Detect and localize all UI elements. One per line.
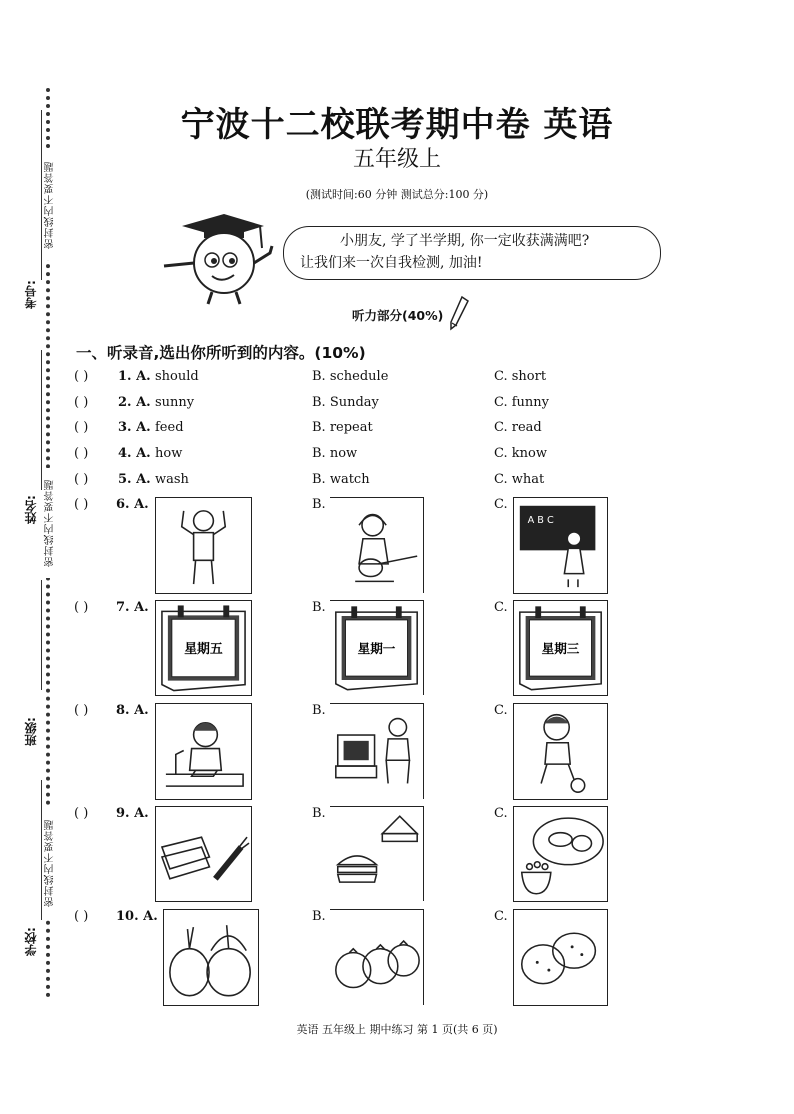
option-b-label: B.	[312, 600, 326, 615]
bubble-line-2: 让我们来一次自我检测, 加油!	[300, 255, 483, 271]
question-number: 6. A.	[116, 497, 149, 512]
option-c-label: C.	[494, 600, 508, 615]
bubble-line-1: 小朋友, 学了半学期, 你一定收获满满吧?	[340, 233, 590, 249]
option-b: B. repeat	[312, 420, 373, 435]
pencil-icon	[448, 295, 470, 331]
burger-sandwich-icon[interactable]	[330, 806, 424, 901]
boy-flexing-icon[interactable]	[155, 497, 252, 594]
listening-part-label: 听力部分(40%)	[352, 308, 444, 323]
option-a: feed	[155, 420, 184, 435]
question-number: 1. A.	[118, 369, 151, 384]
graduate-ball-mascot-icon	[152, 208, 282, 308]
answer-blank[interactable]: ( )	[74, 369, 89, 384]
option-a: sunny	[155, 395, 195, 410]
question-number: 9. A.	[116, 806, 149, 821]
option-b: B. schedule	[312, 369, 389, 384]
option-b: B. now	[312, 446, 358, 461]
answer-blank[interactable]: ( )	[74, 909, 89, 924]
question-number: 7. A.	[116, 600, 149, 615]
kaohao-label: 考号:	[24, 280, 38, 310]
name-label: 姓名:	[24, 495, 38, 525]
class-label: 班级:	[24, 717, 38, 747]
option-c-label: C.	[494, 909, 508, 924]
option-b: B. Sunday	[312, 395, 379, 410]
calendar-day-label: 星期一	[357, 640, 396, 656]
svg-text:A B C: A B C	[527, 515, 554, 527]
question-number: 2. A.	[118, 395, 151, 410]
calendar-icon[interactable]	[513, 600, 608, 696]
question-number: 4. A.	[118, 446, 151, 461]
seal-warning-middle: 密封线内不要答题	[43, 468, 57, 578]
tomatoes-icon[interactable]	[330, 909, 424, 1005]
option-c: C. funny	[494, 395, 550, 410]
answer-blank[interactable]: ( )	[74, 395, 89, 410]
teacher-blackboard-icon[interactable]	[513, 497, 608, 594]
option-b-label: B.	[312, 909, 326, 924]
class-line	[41, 580, 42, 690]
answer-blank[interactable]: ( )	[74, 472, 89, 487]
question-number: 8. A.	[116, 703, 149, 718]
page-footer: 英语 五年级上 期中练习 第 1 页(共 6 页)	[296, 1023, 498, 1036]
answer-blank[interactable]: ( )	[74, 497, 89, 512]
option-c-label: C.	[494, 806, 508, 821]
option-b-label: B.	[312, 806, 326, 821]
option-c-label: C.	[494, 497, 508, 512]
option-a: wash	[155, 472, 189, 487]
onions-icon[interactable]	[163, 909, 259, 1006]
option-b-label: B.	[312, 497, 326, 512]
seal-warning-top: 密封线内不要答题	[43, 150, 57, 260]
answer-blank[interactable]: ( )	[74, 420, 89, 435]
grade-subtitle: 五年级上	[352, 147, 441, 172]
answer-blank[interactable]: ( )	[74, 806, 89, 821]
answer-blank[interactable]: ( )	[74, 703, 89, 718]
girl-guitar-icon[interactable]	[330, 497, 424, 593]
page-title: 宁波十二校联考期中卷 英语	[180, 105, 614, 145]
option-b-label: B.	[312, 703, 326, 718]
boy-watching-tv-icon[interactable]	[330, 703, 424, 799]
answer-blank[interactable]: ( )	[74, 600, 89, 615]
option-c: C. what	[494, 472, 545, 487]
boy-reading-icon[interactable]	[155, 703, 252, 800]
section-1-heading: 一、听录音,选出你所听到的内容。(10%)	[76, 344, 366, 362]
name-line	[41, 350, 42, 490]
potatoes-icon[interactable]	[513, 909, 608, 1006]
option-c: C. read	[494, 420, 542, 435]
option-b: B. watch	[312, 472, 370, 487]
option-c-label: C.	[494, 703, 508, 718]
seal-warning-bottom: 密封线内不要答题	[43, 808, 57, 918]
school-label: 学校:	[24, 927, 38, 957]
boy-football-icon[interactable]	[513, 703, 608, 800]
question-number: 10. A.	[116, 909, 158, 924]
option-a: how	[155, 446, 183, 461]
question-number: 5. A.	[118, 472, 151, 487]
question-number: 3. A.	[118, 420, 151, 435]
calendar-day-label: 星期五	[184, 641, 223, 657]
option-c: C. short	[494, 369, 547, 384]
answer-blank[interactable]: ( )	[74, 446, 89, 461]
option-c: C. know	[494, 446, 547, 461]
calendar-icon[interactable]	[155, 600, 252, 696]
fish-rice-icon[interactable]	[513, 806, 608, 902]
calendar-day-label: 星期三	[541, 640, 580, 656]
calendar-icon[interactable]	[330, 600, 424, 695]
bread-carrot-icon[interactable]	[155, 806, 252, 902]
school-line	[41, 780, 42, 920]
option-a: should	[155, 369, 199, 384]
test-info: (测试时间:60 分钟 测试总分:100 分)	[305, 188, 489, 201]
bubble-text	[300, 230, 650, 274]
